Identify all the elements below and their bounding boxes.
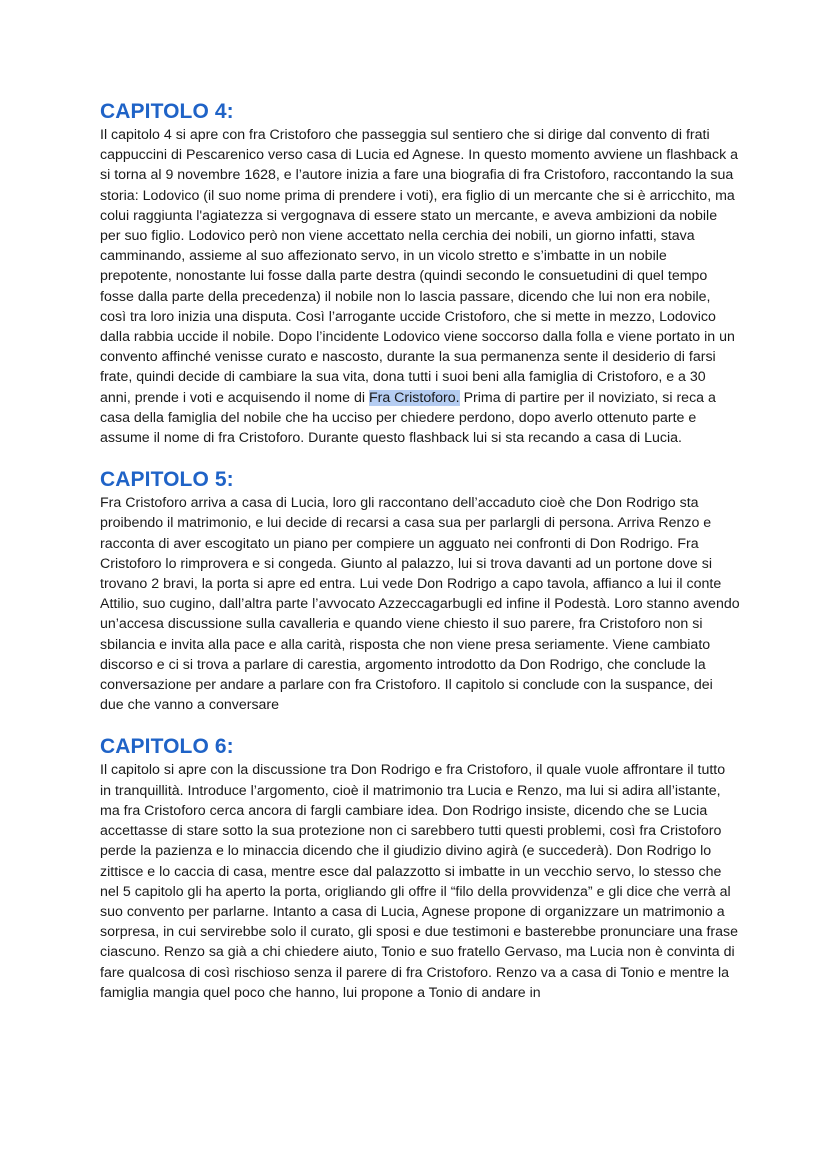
document-content	[100, 100, 740, 1023]
chapter-6	[100, 735, 740, 1002]
chapter-body[interactable]: Fra Cristoforo arriva a casa di Lucia, loro gli raccontano dell’accaduto cioè che Don Rodrigo sta proibendo il matrimonio, e lui decide di recarsi a casa sua per parlargli di persona. Arriva Renzo e racconta di aver escogitato un piano per compiere un agguato nei confronti di Don Rodrigo. Fra Cristoforo lo rimprovera e si congeda. Giunto al palazzo, lui si trova davanti ad un portone dove si trovano 2 bravi, la porta si apre ed entra. Lui vede Don Rodrigo a capo tavola, affianco a lui il conte Attilio, suo cugino, dall’altra parte l’avvocato Azzeccagarbugli ed infine il Podestà. Loro stanno avendo un’accesa discussione sulla cavalleria e quando viene chiesto il suo parere, fra Cristoforo non si sbilancia e invita alla pace e alla carità, risposta che non viene presa seriamente. Viene cambiato discorso e ci si trova a parlare di carestia, argomento introdotto da Don Rodrigo, che conclude la conversazione per andare a parlare con fra Cristoforo. Il capitolo si conclude con la suspance, dei due che vanno a conversare	[100, 495, 740, 714]
chapter-body[interactable]: Il capitolo si apre con la discussione tra Don Rodrigo e fra Cristoforo, il quale vuole affrontare il tutto in tranquillità. Introduce l’argomento, cioè il matrimonio tra Lucia e Renzo, ma lui si adira all’istante, ma fra Cristoforo cerca ancora di fargli cambiare idea. Don Rodrigo insiste, dicendo che se Lucia accettasse di stare sotto la sua protezione non ci sarebbero tutti questi problemi, così fra Cristoforo perde la pazienza e lo minaccia dicendo che il giudizio divino agirà (e succederà). Don Rodrigo lo zittisce e lo caccia di casa, mentre esce dal palazzotto si imbatte in un vecchio servo, lo stesso che nel 5 capitolo gli ha aperto la porta, origliando gli offre il “filo della provvidenza” e gli dice che verrà al suo convento per parlarne. Intanto a casa di Lucia, Agnese propone di organizzare un matrimonio a sorpresa, in cui servirebbe solo il curato, gli sposi e due testimoni e basterebbe pronunciare una frase ciascuno. Renzo sa già a chi chiedere aiuto, Tonio e suo fratello Gervaso, ma Lucia non è convinta di fare qualcosa di così rischioso senza il parere di fra Cristoforo. Renzo va a casa di Tonio e mentre la famiglia mangia quel poco che hanno, lui propone a Tonio di andare in	[100, 762, 739, 1001]
chapter-4	[100, 100, 740, 448]
chapter-text: Il capitolo 4 si apre con fra Cristoforo che passeggia sul sentiero che si dirige dal convento di frati cappuccini di Pescarenico verso casa di Lucia ed Agnese. In questo momento avviene un flashback a si torna al 9 novembre 1628, e l’autore inizia a fare una biografia di fra Cristoforo, raccontando la sua storia: Lodovico (il suo nome prima di prendere i voti), era figlio di un mercante che si è arricchito, ma colui raggiunta l'agiatezza si vergognava di essere stato un mercante, e aveva ambizioni da nobile per suo figlio. Lodovico però non viene accettato nella cerchia dei nobili, un giorno infatti, stava camminando, assieme al suo affezionato servo, in un vicolo stretto e s’imbatte in un nobile prepotente, nonostante lui fosse dalla parte destra (quindi secondo le consuetudini di quel tempo fosse dalla parte della precedenza) il nobile non lo lascia passare, dicendo che lui non era nobile, così tra loro inizia una disputa. Così l’arrogante uccide Cristoforo, che si mette in mezzo, Lodovico dalla rabbia uccide il nobile. Dopo l’incidente Lodovico viene soccorso dalla folla e viene portato in un convento affinché venisse curato e nascosto, durante la sua permanenza sente il desiderio di farsi frate, quindi decide di cambiare la sua vita, dona tutti i suoi beni alla famiglia di Cristoforo, e a 30 anni, prende i voti e acquisendo il nome di	[100, 127, 739, 406]
selected-text-highlight[interactable]: Fra Cristoforo.	[368, 389, 460, 406]
chapter-body[interactable]	[100, 125, 740, 448]
chapter-title: CAPITOLO 4:	[100, 100, 234, 123]
chapter-5	[100, 468, 740, 715]
chapter-title: CAPITOLO 6:	[100, 735, 234, 759]
chapter-title: CAPITOLO 5:	[100, 468, 234, 492]
chapter-text-continued: Prima di partire per il noviziato, si reca a casa della famiglia del nobile che ha ucciso per chiedere perdono, dopo averlo ottenuto parte e assume il nome di fra Cristoforo. Durante questo flashback lui si sta recando a casa di Lucia.	[100, 389, 716, 447]
